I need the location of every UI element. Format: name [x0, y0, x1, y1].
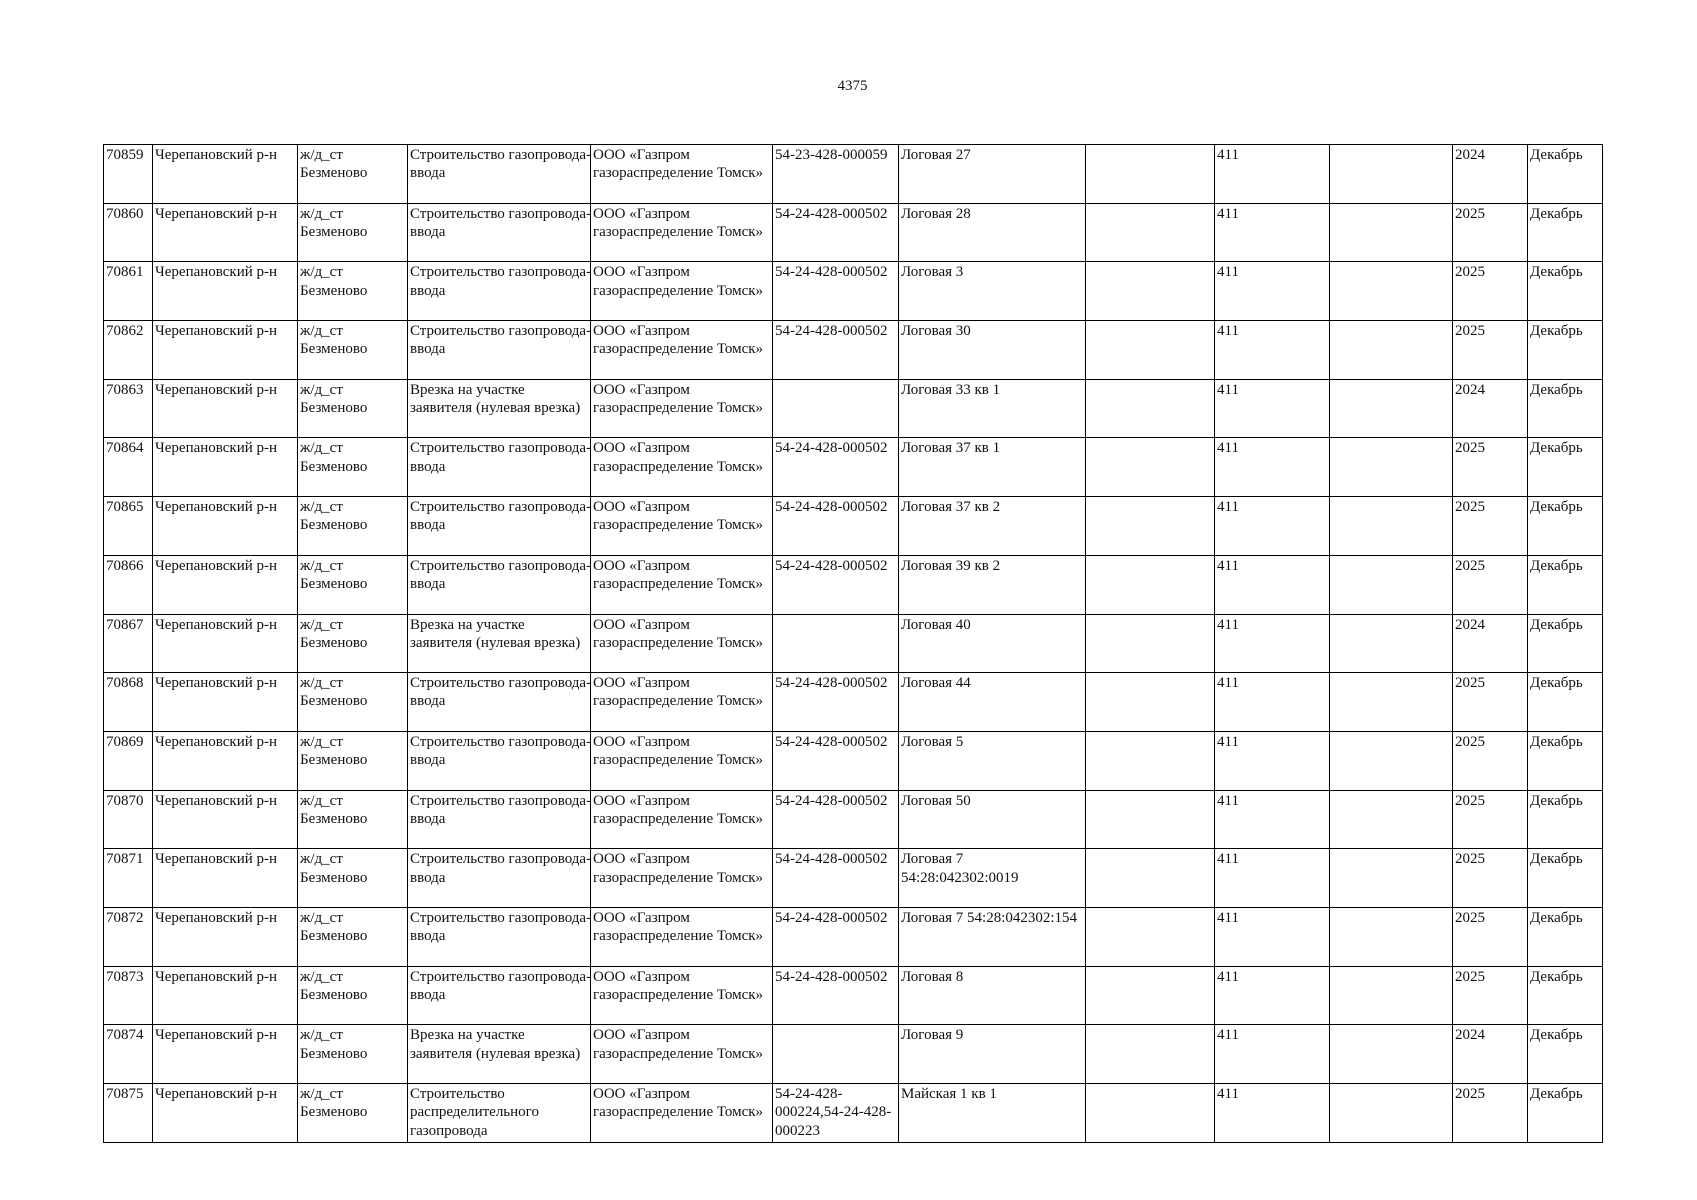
cell-work-type: Строительство газопровода- ввода [408, 966, 591, 1025]
cell-empty-2 [1330, 203, 1453, 262]
cell-quantity: 411 [1215, 849, 1330, 908]
cell-empty-2 [1330, 379, 1453, 438]
cell-locality: ж/д_ст Безменово [298, 907, 408, 966]
cell-work-type: Строительство газопровода- ввода [408, 790, 591, 849]
cell-locality: ж/д_ст Безменово [298, 614, 408, 673]
cell-empty-1 [1086, 145, 1215, 204]
cell-locality: ж/д_ст Безменово [298, 555, 408, 614]
cell-quantity: 411 [1215, 379, 1330, 438]
cell-empty-1 [1086, 321, 1215, 380]
cell-record-number: 70872 [104, 907, 153, 966]
cell-year: 2025 [1453, 438, 1528, 497]
data-table [103, 144, 1603, 1143]
cell-program-code: 54-24-428-000502 [773, 438, 899, 497]
cell-empty-2 [1330, 673, 1453, 732]
cell-year: 2024 [1453, 379, 1528, 438]
cell-year: 2025 [1453, 321, 1528, 380]
cell-year: 2025 [1453, 497, 1528, 556]
cell-organization: ООО «Газпром газораспределение Томск» [591, 145, 773, 204]
cell-work-type: Врезка на участке заявителя (нулевая врезка) [408, 379, 591, 438]
cell-empty-2 [1330, 1025, 1453, 1084]
cell-program-code: 54-24-428- 000224,54-24-428- 000223 [773, 1084, 899, 1143]
cell-empty-2 [1330, 497, 1453, 556]
cell-year: 2025 [1453, 849, 1528, 908]
cell-empty-1 [1086, 203, 1215, 262]
table-body [104, 145, 1603, 1143]
cell-address: Логовая 9 [899, 1025, 1086, 1084]
table-row [104, 203, 1603, 262]
cell-address: Логовая 7 54:28:042302:0019 [899, 849, 1086, 908]
cell-district: Черепановский р-н [153, 614, 298, 673]
cell-address: Логовая 37 кв 2 [899, 497, 1086, 556]
cell-month: Декабрь [1528, 203, 1603, 262]
cell-program-code: 54-24-428-000502 [773, 907, 899, 966]
cell-district: Черепановский р-н [153, 790, 298, 849]
cell-district: Черепановский р-н [153, 555, 298, 614]
cell-quantity: 411 [1215, 203, 1330, 262]
cell-work-type: Строительство газопровода- ввода [408, 438, 591, 497]
cell-quantity: 411 [1215, 438, 1330, 497]
cell-address: Логовая 27 [899, 145, 1086, 204]
cell-year: 2025 [1453, 907, 1528, 966]
cell-address: Логовая 44 [899, 673, 1086, 732]
cell-month: Декабрь [1528, 555, 1603, 614]
cell-locality: ж/д_ст Безменово [298, 379, 408, 438]
cell-work-type: Врезка на участке заявителя (нулевая врезка) [408, 614, 591, 673]
cell-year: 2025 [1453, 966, 1528, 1025]
cell-district: Черепановский р-н [153, 1084, 298, 1143]
cell-district: Черепановский р-н [153, 379, 298, 438]
cell-record-number: 70867 [104, 614, 153, 673]
cell-month: Декабрь [1528, 790, 1603, 849]
cell-address: Логовая 33 кв 1 [899, 379, 1086, 438]
cell-address: Логовая 5 [899, 731, 1086, 790]
cell-year: 2024 [1453, 145, 1528, 204]
page-number: 4375 [837, 78, 868, 94]
cell-record-number: 70866 [104, 555, 153, 614]
cell-program-code: 54-24-428-000502 [773, 262, 899, 321]
cell-empty-2 [1330, 321, 1453, 380]
table-row [104, 497, 1603, 556]
cell-year: 2025 [1453, 203, 1528, 262]
cell-month: Декабрь [1528, 497, 1603, 556]
cell-month: Декабрь [1528, 673, 1603, 732]
cell-quantity: 411 [1215, 790, 1330, 849]
cell-locality: ж/д_ст Безменово [298, 203, 408, 262]
cell-organization: ООО «Газпром газораспределение Томск» [591, 966, 773, 1025]
cell-work-type: Строительство газопровода- ввода [408, 262, 591, 321]
cell-record-number: 70869 [104, 731, 153, 790]
cell-month: Декабрь [1528, 262, 1603, 321]
cell-program-code: 54-24-428-000502 [773, 497, 899, 556]
cell-month: Декабрь [1528, 1084, 1603, 1143]
cell-organization: ООО «Газпром газораспределение Томск» [591, 497, 773, 556]
cell-organization: ООО «Газпром газораспределение Томск» [591, 1084, 773, 1143]
cell-address: Логовая 30 [899, 321, 1086, 380]
table-row [104, 438, 1603, 497]
cell-locality: ж/д_ст Безменово [298, 790, 408, 849]
table-row [104, 790, 1603, 849]
cell-program-code: 54-24-428-000502 [773, 790, 899, 849]
cell-address: Логовая 40 [899, 614, 1086, 673]
cell-year: 2025 [1453, 673, 1528, 732]
cell-empty-2 [1330, 262, 1453, 321]
cell-empty-1 [1086, 849, 1215, 908]
cell-district: Черепановский р-н [153, 497, 298, 556]
cell-month: Декабрь [1528, 907, 1603, 966]
table-row [104, 673, 1603, 732]
cell-month: Декабрь [1528, 379, 1603, 438]
cell-work-type: Строительство газопровода- ввода [408, 145, 591, 204]
cell-program-code [773, 379, 899, 438]
cell-quantity: 411 [1215, 614, 1330, 673]
cell-empty-1 [1086, 731, 1215, 790]
cell-empty-1 [1086, 790, 1215, 849]
cell-record-number: 70863 [104, 379, 153, 438]
cell-empty-1 [1086, 966, 1215, 1025]
cell-organization: ООО «Газпром газораспределение Томск» [591, 379, 773, 438]
cell-empty-1 [1086, 379, 1215, 438]
cell-empty-1 [1086, 497, 1215, 556]
table-row [104, 966, 1603, 1025]
cell-quantity: 411 [1215, 1025, 1330, 1084]
cell-organization: ООО «Газпром газораспределение Томск» [591, 203, 773, 262]
table-row [104, 555, 1603, 614]
cell-organization: ООО «Газпром газораспределение Томск» [591, 321, 773, 380]
cell-work-type: Строительство газопровода- ввода [408, 321, 591, 380]
cell-month: Декабрь [1528, 145, 1603, 204]
cell-program-code: 54-24-428-000502 [773, 849, 899, 908]
cell-locality: ж/д_ст Безменово [298, 1025, 408, 1084]
cell-district: Черепановский р-н [153, 731, 298, 790]
cell-empty-2 [1330, 555, 1453, 614]
cell-work-type: Строительство газопровода- ввода [408, 497, 591, 556]
cell-quantity: 411 [1215, 262, 1330, 321]
cell-record-number: 70871 [104, 849, 153, 908]
cell-address: Логовая 50 [899, 790, 1086, 849]
cell-empty-1 [1086, 262, 1215, 321]
cell-organization: ООО «Газпром газораспределение Томск» [591, 907, 773, 966]
cell-work-type: Строительство распределительного газопровода [408, 1084, 591, 1143]
cell-organization: ООО «Газпром газораспределение Томск» [591, 849, 773, 908]
cell-address: Логовая 7 54:28:042302:154 [899, 907, 1086, 966]
cell-quantity: 411 [1215, 497, 1330, 556]
table-row [104, 262, 1603, 321]
cell-program-code: 54-24-428-000502 [773, 321, 899, 380]
cell-record-number: 70873 [104, 966, 153, 1025]
table-row [104, 145, 1603, 204]
cell-year: 2025 [1453, 731, 1528, 790]
cell-organization: ООО «Газпром газораспределение Томск» [591, 555, 773, 614]
cell-organization: ООО «Газпром газораспределение Томск» [591, 262, 773, 321]
cell-quantity: 411 [1215, 907, 1330, 966]
cell-address: Логовая 39 кв 2 [899, 555, 1086, 614]
cell-empty-2 [1330, 614, 1453, 673]
cell-district: Черепановский р-н [153, 203, 298, 262]
cell-record-number: 70862 [104, 321, 153, 380]
cell-record-number: 70875 [104, 1084, 153, 1143]
cell-program-code: 54-24-428-000502 [773, 203, 899, 262]
cell-empty-1 [1086, 555, 1215, 614]
cell-work-type: Строительство газопровода- ввода [408, 555, 591, 614]
cell-district: Черепановский р-н [153, 321, 298, 380]
cell-district: Черепановский р-н [153, 907, 298, 966]
cell-quantity: 411 [1215, 1084, 1330, 1143]
cell-empty-2 [1330, 790, 1453, 849]
cell-locality: ж/д_ст Безменово [298, 262, 408, 321]
table-row [104, 849, 1603, 908]
cell-empty-1 [1086, 614, 1215, 673]
cell-organization: ООО «Газпром газораспределение Томск» [591, 438, 773, 497]
cell-address: Майская 1 кв 1 [899, 1084, 1086, 1143]
cell-organization: ООО «Газпром газораспределение Томск» [591, 1025, 773, 1084]
cell-record-number: 70861 [104, 262, 153, 321]
cell-organization: ООО «Газпром газораспределение Томск» [591, 673, 773, 732]
cell-empty-2 [1330, 1084, 1453, 1143]
cell-program-code [773, 1025, 899, 1084]
cell-locality: ж/д_ст Безменово [298, 321, 408, 380]
cell-year: 2025 [1453, 790, 1528, 849]
cell-empty-2 [1330, 438, 1453, 497]
cell-empty-2 [1330, 907, 1453, 966]
cell-record-number: 70868 [104, 673, 153, 732]
cell-record-number: 70864 [104, 438, 153, 497]
cell-locality: ж/д_ст Безменово [298, 966, 408, 1025]
cell-empty-2 [1330, 145, 1453, 204]
cell-year: 2025 [1453, 555, 1528, 614]
cell-locality: ж/д_ст Безменово [298, 1084, 408, 1143]
table-row [104, 731, 1603, 790]
cell-empty-2 [1330, 849, 1453, 908]
cell-empty-1 [1086, 1084, 1215, 1143]
cell-year: 2025 [1453, 262, 1528, 321]
cell-address: Логовая 37 кв 1 [899, 438, 1086, 497]
cell-year: 2025 [1453, 1084, 1528, 1143]
cell-empty-2 [1330, 966, 1453, 1025]
cell-empty-1 [1086, 673, 1215, 732]
cell-month: Декабрь [1528, 849, 1603, 908]
cell-month: Декабрь [1528, 321, 1603, 380]
cell-record-number: 70874 [104, 1025, 153, 1084]
cell-record-number: 70860 [104, 203, 153, 262]
cell-record-number: 70865 [104, 497, 153, 556]
cell-quantity: 411 [1215, 321, 1330, 380]
cell-organization: ООО «Газпром газораспределение Томск» [591, 731, 773, 790]
table-row [104, 614, 1603, 673]
cell-work-type: Строительство газопровода- ввода [408, 203, 591, 262]
cell-work-type: Строительство газопровода- ввода [408, 731, 591, 790]
cell-month: Декабрь [1528, 438, 1603, 497]
cell-program-code: 54-24-428-000502 [773, 731, 899, 790]
cell-quantity: 411 [1215, 145, 1330, 204]
cell-locality: ж/д_ст Безменово [298, 731, 408, 790]
cell-program-code [773, 614, 899, 673]
table-row [104, 379, 1603, 438]
table-row [104, 907, 1603, 966]
cell-empty-1 [1086, 907, 1215, 966]
cell-work-type: Врезка на участке заявителя (нулевая врезка) [408, 1025, 591, 1084]
cell-record-number: 70859 [104, 145, 153, 204]
cell-program-code: 54-24-428-000502 [773, 555, 899, 614]
cell-month: Декабрь [1528, 1025, 1603, 1084]
table-row [104, 1025, 1603, 1084]
cell-work-type: Строительство газопровода- ввода [408, 849, 591, 908]
cell-quantity: 411 [1215, 731, 1330, 790]
cell-locality: ж/д_ст Безменово [298, 849, 408, 908]
cell-organization: ООО «Газпром газораспределение Томск» [591, 614, 773, 673]
table-row [104, 1084, 1603, 1143]
cell-district: Черепановский р-н [153, 262, 298, 321]
cell-district: Черепановский р-н [153, 849, 298, 908]
cell-program-code: 54-23-428-000059 [773, 145, 899, 204]
cell-month: Декабрь [1528, 731, 1603, 790]
cell-locality: ж/д_ст Безменово [298, 497, 408, 556]
cell-record-number: 70870 [104, 790, 153, 849]
cell-district: Черепановский р-н [153, 145, 298, 204]
cell-quantity: 411 [1215, 673, 1330, 732]
cell-district: Черепановский р-н [153, 966, 298, 1025]
cell-organization: ООО «Газпром газораспределение Томск» [591, 790, 773, 849]
cell-quantity: 411 [1215, 966, 1330, 1025]
cell-district: Черепановский р-н [153, 1025, 298, 1084]
cell-district: Черепановский р-н [153, 673, 298, 732]
table-row [104, 321, 1603, 380]
cell-address: Логовая 8 [899, 966, 1086, 1025]
cell-address: Логовая 28 [899, 203, 1086, 262]
cell-empty-1 [1086, 438, 1215, 497]
cell-district: Черепановский р-н [153, 438, 298, 497]
cell-locality: ж/д_ст Безменово [298, 673, 408, 732]
cell-locality: ж/д_ст Безменово [298, 145, 408, 204]
cell-year: 2024 [1453, 614, 1528, 673]
cell-work-type: Строительство газопровода- ввода [408, 673, 591, 732]
cell-empty-1 [1086, 1025, 1215, 1084]
cell-empty-2 [1330, 731, 1453, 790]
cell-year: 2024 [1453, 1025, 1528, 1084]
cell-address: Логовая 3 [899, 262, 1086, 321]
cell-work-type: Строительство газопровода- ввода [408, 907, 591, 966]
cell-locality: ж/д_ст Безменово [298, 438, 408, 497]
cell-program-code: 54-24-428-000502 [773, 673, 899, 732]
cell-month: Декабрь [1528, 614, 1603, 673]
cell-program-code: 54-24-428-000502 [773, 966, 899, 1025]
cell-month: Декабрь [1528, 966, 1603, 1025]
cell-quantity: 411 [1215, 555, 1330, 614]
